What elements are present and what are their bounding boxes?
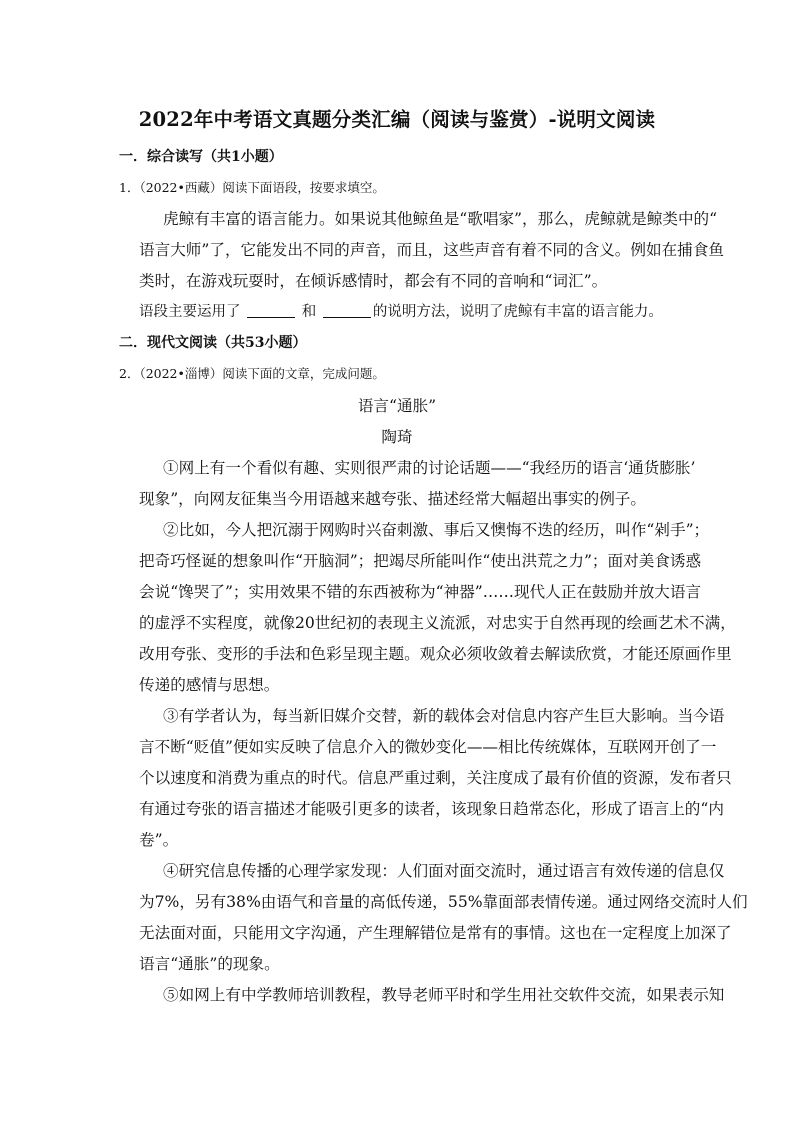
article-line: 现象”，向网友征集当今用语越来越夸张、描述经常大幅超出事实的例子。: [139, 490, 646, 508]
question-2-header: 2．（2022•淄博）阅读下面的文章，完成问题。: [119, 366, 385, 381]
answer-blank-2[interactable]: [323, 303, 371, 318]
fill-text-a: 语段主要运用了: [139, 304, 241, 320]
article-line: 个以速度和消费为重点的时代。信息严重过剩，关注度成了最有价值的资源，发布者只: [139, 769, 732, 787]
article-line: ①网上有一个看似有趣、实则很严肃的讨论话题——“我经历的语言‘通货膨胀’: [163, 459, 696, 477]
article-line: 卷”。: [139, 831, 179, 849]
article-line: ②比如，今人把沉溺于网购时兴奋刺激、事后又懊悔不迭的经历，叫作“剁手”；: [163, 521, 710, 539]
article-line: ⑤如网上有中学教师培训教程，教导老师平时和学生用社交软件交流，如果表示知: [163, 986, 725, 1004]
article-line: ③有学者认为，每当新旧媒介交替，新的载体会对信息内容产生巨大影响。当今语: [163, 707, 725, 725]
article-line: 会说“馋哭了”；实用效果不错的东西被称为“神器”……现代人正在鼓励并放大语言: [139, 583, 702, 601]
q1-fill-in-line: [139, 300, 663, 321]
fill-text-b: 和: [301, 304, 317, 320]
article-line: 无法面对面，只能用文字沟通，产生理解错位是常有的事情。这也在一定程度上加深了: [139, 924, 732, 942]
article-author: 陶琦: [381, 428, 413, 446]
article-line: ④研究信息传播的心理学家发现：人们面对面交流时，通过语言有效传递的信息仅: [163, 862, 725, 880]
article-line: 言不断“贬值”便如实反映了信息介入的微妙变化——相比传统媒体，互联网开创了一: [139, 738, 717, 756]
article-line: 改用夸张、变形的手法和色彩呈现主题。观众必须收敛着去解读欣赏，才能还原画作里: [139, 645, 732, 663]
q1-paragraph-line: 虎鲸有丰富的语言能力。如果说其他鲸鱼是“歌唱家”，那么，虎鲸就是鲸类中的“: [163, 210, 718, 228]
article-line: 的虚浮不实程度，就像20世纪初的表现主义流派，对忠实于自然再现的绘画艺术不满，: [139, 614, 736, 632]
section-heading-1: 一．综合读写（共1小题）: [119, 149, 283, 165]
article-line: 语言“通胀”的现象。: [139, 955, 280, 973]
fill-text-c: 的说明方法，说明了虎鲸有丰富的语言能力。: [372, 304, 663, 320]
q1-paragraph-line: 类时，在游戏玩耍时，在倾诉感情时，都会有不同的音响和“词汇”。: [139, 272, 608, 290]
section-heading-2: 二．现代文阅读（共53小题）: [119, 335, 307, 351]
question-1-header: 1．（2022•西藏）阅读下面语段，按要求填空。: [119, 180, 385, 195]
q1-paragraph-line: 语言大师”了，它能发出不同的声音，而且，这些声音有着不同的含义。例如在捕食鱼: [139, 241, 724, 259]
article-line: 为7%，另有38%由语气和音量的高低传递，55%靠面部表情传递。通过网络交流时人们: [139, 893, 748, 911]
article-line: 传递的感情与思想。: [139, 676, 280, 694]
article-title: 语言“通胀”: [357, 397, 437, 415]
article-line: 有通过夸张的语言描述才能吸引更多的读者，该现象日趋常态化，形成了语言上的“内: [139, 800, 724, 818]
answer-blank-1[interactable]: [247, 303, 295, 318]
document-title: 2022年中考语文真题分类汇编（阅读与鉴赏）-说明文阅读: [138, 108, 656, 131]
article-line: 把奇巧怪诞的想象叫作“开脑洞”；把竭尽所能叫作“使出洪荒之力”；面对美食诱惑: [139, 552, 702, 570]
